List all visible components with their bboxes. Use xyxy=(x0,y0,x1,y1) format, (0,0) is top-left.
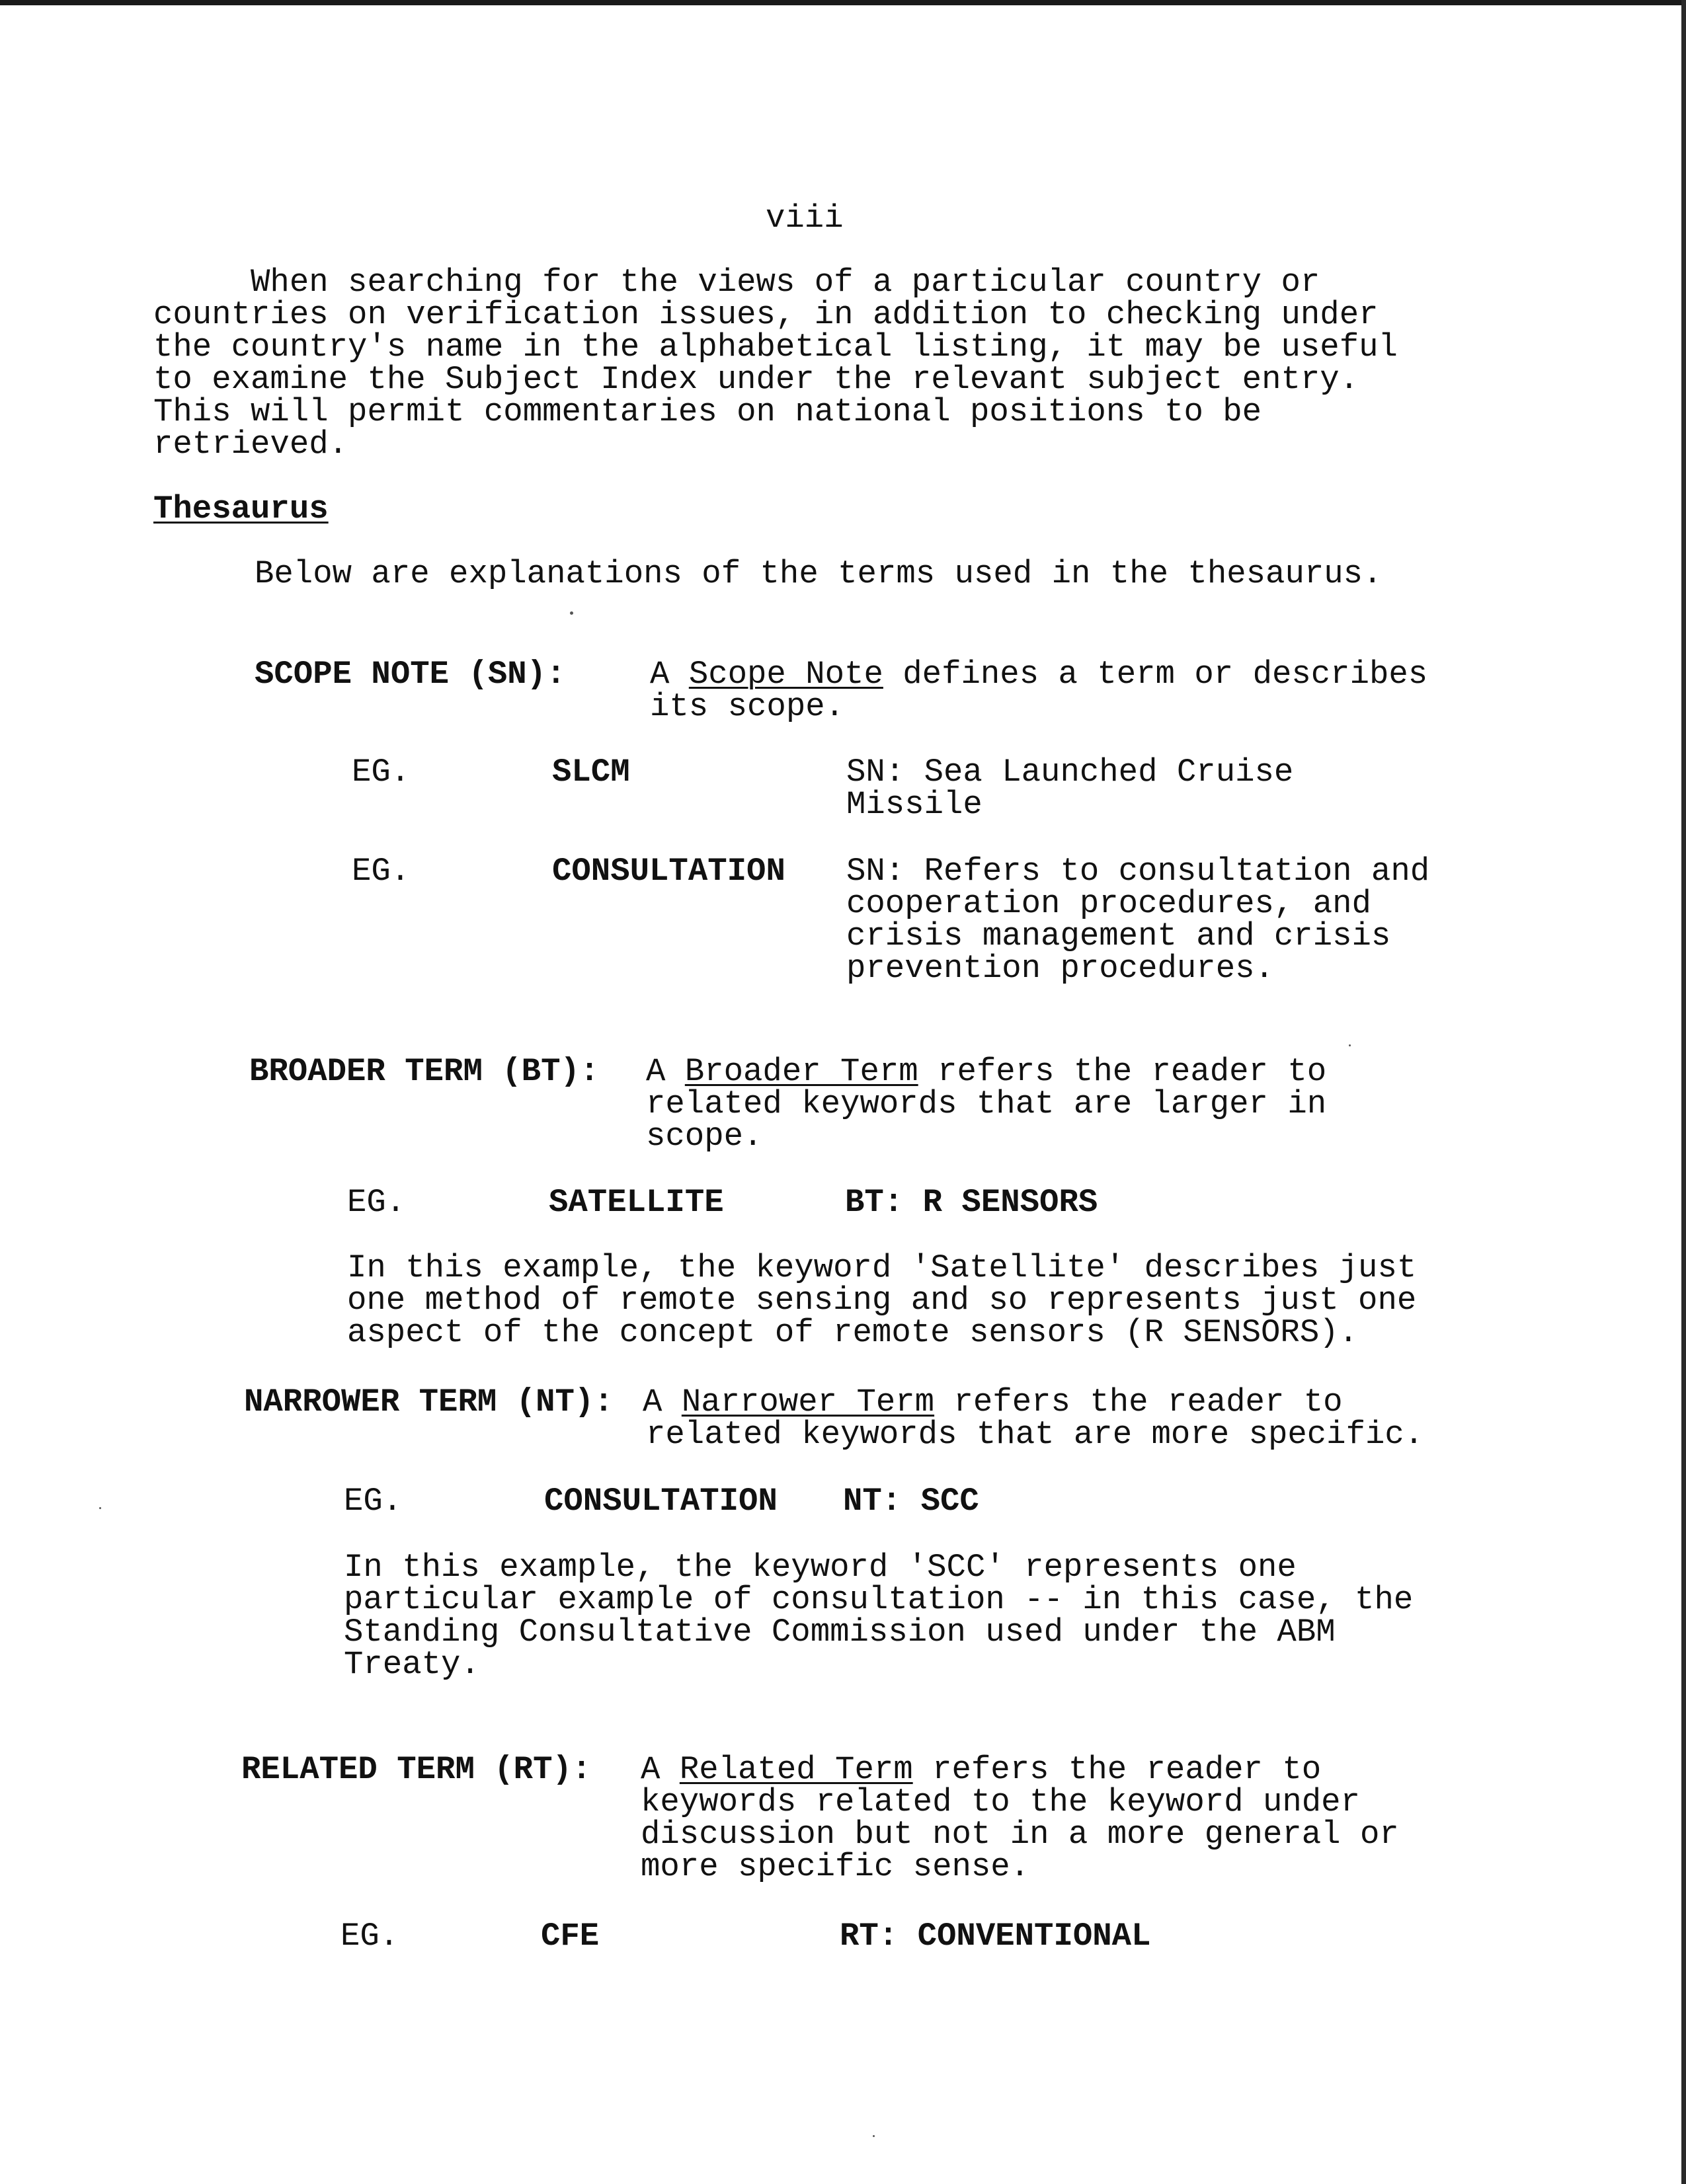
term-label: BROADER TERM (BT): xyxy=(249,1053,600,1090)
explanation-line: one method of remote sensing and so represents just one xyxy=(347,1282,1417,1319)
desc-prefix: A xyxy=(650,656,689,693)
desc-term: Narrower Term xyxy=(681,1384,935,1421)
example-note: NT: SCC xyxy=(843,1483,979,1520)
example-note: RT: CONVENTIONAL xyxy=(840,1918,1151,1955)
scan-speck xyxy=(1349,1044,1351,1046)
scan-speck xyxy=(873,2135,875,2137)
explanation-line: particular example of consultation -- in this case, the xyxy=(344,1581,1414,1618)
term-description-line: its scope. xyxy=(650,688,845,725)
term-description-line: related keywords that are larger in xyxy=(646,1085,1327,1122)
intro-line: the country's name in the alphabetical listing, it may be useful xyxy=(153,329,1398,366)
example-eg: EG. xyxy=(344,1483,403,1520)
thesaurus-intro: Below are explanations of the terms used in the thesaurus. xyxy=(255,555,1383,592)
desc-rest: defines a term or describes xyxy=(883,656,1428,693)
term-description xyxy=(643,1385,1343,1419)
example-note-line: Missile xyxy=(846,786,983,823)
term-label: RELATED TERM (RT): xyxy=(241,1751,592,1788)
explanation-line: In this example, the keyword 'SCC' represents one xyxy=(344,1549,1297,1586)
desc-rest: refers the reader to xyxy=(918,1053,1327,1090)
example-eg: EG. xyxy=(347,1184,406,1221)
term-description-line: more specific sense. xyxy=(641,1848,1030,1885)
explanation-line: In this example, the keyword 'Satellite' describes just xyxy=(347,1249,1417,1286)
desc-rest: refers the reader to xyxy=(912,1751,1322,1788)
example-note-line: SN: Refers to consultation and xyxy=(846,853,1430,890)
page-number: viii xyxy=(766,200,844,237)
example-eg: EG. xyxy=(352,853,411,890)
example-eg: EG. xyxy=(352,754,411,791)
desc-prefix: A xyxy=(646,1053,685,1090)
term-label: SCOPE NOTE (SN): xyxy=(255,656,566,693)
desc-term: Broader Term xyxy=(684,1053,918,1090)
desc-rest: refers the reader to xyxy=(934,1384,1343,1421)
desc-prefix: A xyxy=(641,1751,680,1788)
example-note-line: SN: Sea Launched Cruise xyxy=(846,754,1294,791)
desc-prefix: A xyxy=(643,1384,682,1421)
example-term: CONSULTATION xyxy=(552,853,785,890)
example-term: CONSULTATION xyxy=(544,1483,778,1520)
term-description-line: discussion but not in a more general or xyxy=(641,1816,1399,1853)
intro-line: countries on verification issues, in addition to checking under xyxy=(153,296,1379,333)
example-note-line: crisis management and crisis xyxy=(846,917,1391,955)
intro-line: This will permit commentaries on national positions to be xyxy=(153,393,1262,430)
term-description-line: scope. xyxy=(646,1118,763,1155)
intro-line: to examine the Subject Index under the relevant subject entry. xyxy=(153,361,1359,398)
explanation-line: aspect of the concept of remote sensors (R SENSORS). xyxy=(347,1314,1359,1351)
example-note-line: prevention procedures. xyxy=(846,950,1274,987)
example-term: SATELLITE xyxy=(549,1184,724,1221)
explanation-line: Treaty. xyxy=(344,1646,480,1683)
term-label: NARROWER TERM (NT): xyxy=(244,1384,614,1421)
section-heading: Thesaurus xyxy=(153,490,329,527)
example-eg: EG. xyxy=(341,1918,399,1955)
page-top-border xyxy=(0,0,1686,5)
term-description-line: keywords related to the keyword under xyxy=(641,1783,1360,1820)
example-note-line: cooperation procedures, and xyxy=(846,885,1371,922)
intro-line: retrieved. xyxy=(153,426,348,463)
page-right-border xyxy=(1681,0,1686,2184)
term-description xyxy=(641,1753,1321,1786)
example-term: CFE xyxy=(541,1918,600,1955)
term-description-line: related keywords that are more specific. xyxy=(646,1416,1424,1453)
example-note: BT: R SENSORS xyxy=(845,1184,1098,1221)
term-description xyxy=(646,1055,1326,1088)
term-description xyxy=(650,658,1427,691)
explanation-line: Standing Consultative Commission used under the ABM xyxy=(344,1614,1336,1651)
desc-term: Scope Note xyxy=(688,656,883,693)
scan-speck xyxy=(99,1507,101,1509)
example-term: SLCM xyxy=(552,754,630,791)
scan-speck xyxy=(570,611,573,615)
desc-term: Related Term xyxy=(679,1751,913,1788)
intro-line: When searching for the views of a particular country or xyxy=(153,264,1320,301)
